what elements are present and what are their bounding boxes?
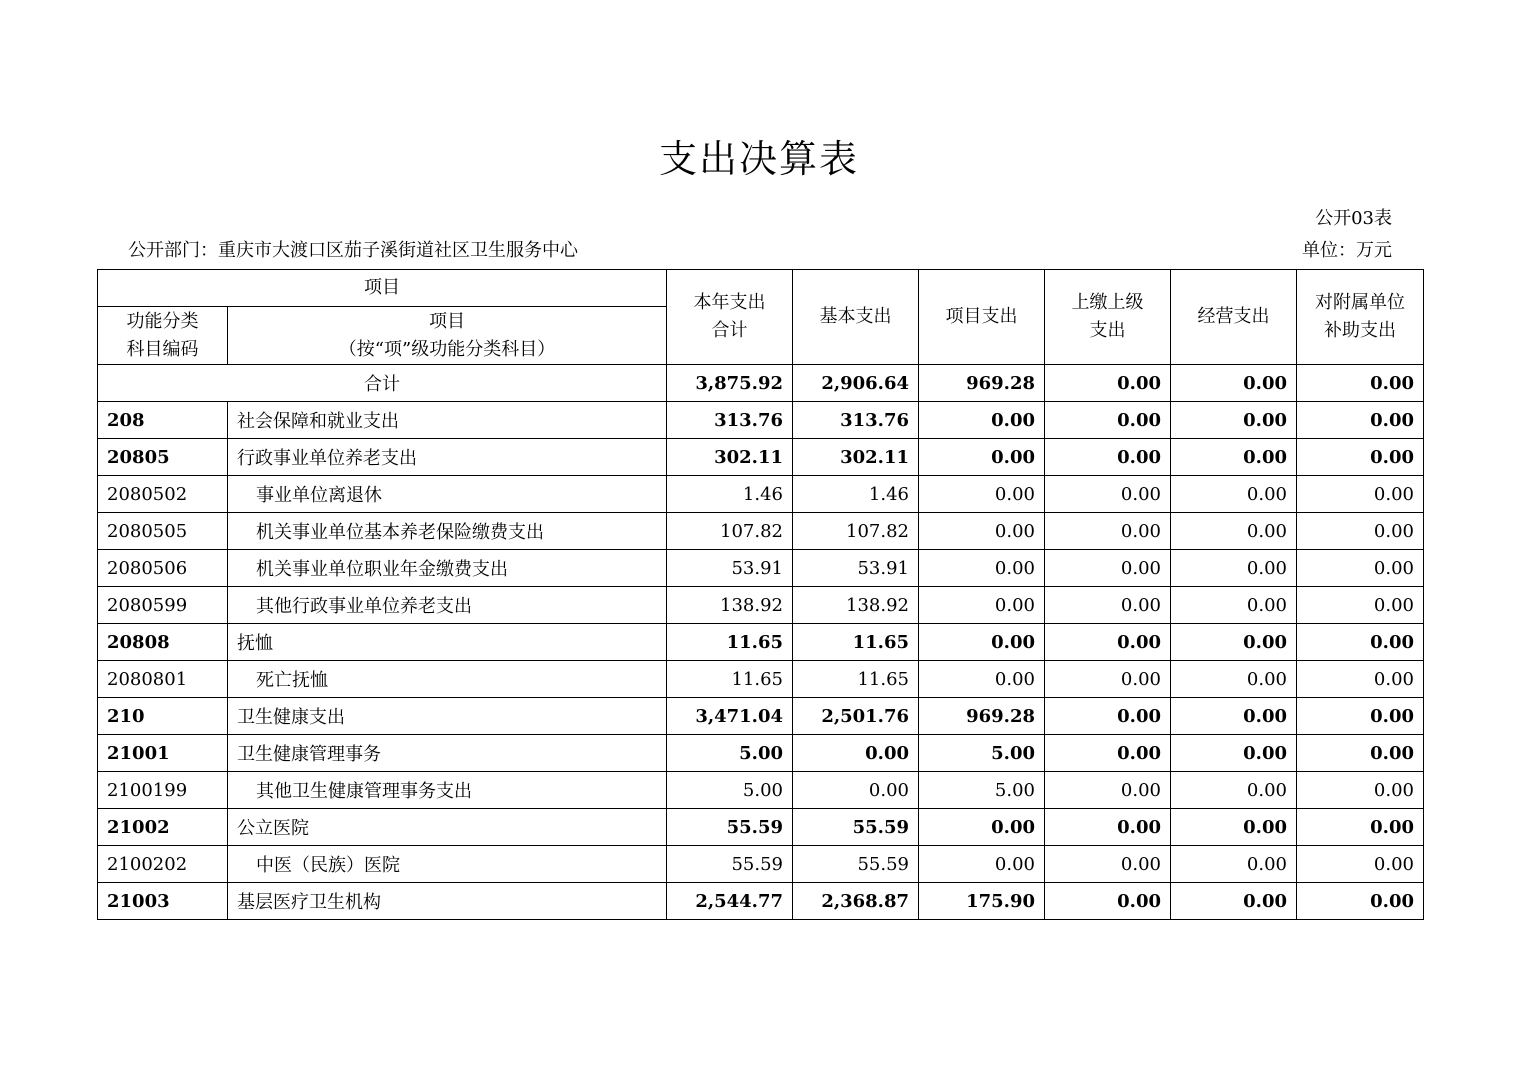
row-subsidy: 0.00 [1297,846,1424,883]
header-total [667,270,793,365]
row-project: 0.00 [919,402,1045,439]
row-code: 21002 [98,809,228,846]
row-code: 2080506 [98,550,228,587]
page-title: 支出决算表 [658,137,859,181]
table-row [98,587,1424,624]
row-subsidy: 0.00 [1297,809,1424,846]
table-row [98,735,1424,772]
table-row [98,883,1424,920]
summary-upper: 0.00 [1045,365,1171,402]
row-upper: 0.00 [1045,402,1171,439]
row-business: 0.00 [1171,439,1297,476]
summary-basic: 2,906.64 [793,365,919,402]
row-name: 其他行政事业单位养老支出 [228,587,667,624]
table-row [98,550,1424,587]
row-total: 313.76 [667,402,793,439]
table-row [98,476,1424,513]
row-upper: 0.00 [1045,439,1171,476]
header-business: 经营支出 [1171,270,1297,365]
table-row [98,846,1424,883]
row-name: 卫生健康支出 [228,698,667,735]
row-upper: 0.00 [1045,550,1171,587]
header-basic: 基本支出 [793,270,919,365]
row-subsidy: 0.00 [1297,735,1424,772]
row-subsidy: 0.00 [1297,513,1424,550]
row-upper: 0.00 [1045,476,1171,513]
row-business: 0.00 [1171,587,1297,624]
row-project: 969.28 [919,698,1045,735]
header-project-expenditure: 项目支出 [919,270,1045,365]
row-business: 0.00 [1171,513,1297,550]
row-basic: 0.00 [793,772,919,809]
row-business: 0.00 [1171,883,1297,920]
row-total: 55.59 [667,809,793,846]
row-name: 其他卫生健康管理事务支出 [228,772,667,809]
row-upper: 0.00 [1045,587,1171,624]
row-code: 2080502 [98,476,228,513]
header-subsidy [1297,270,1424,365]
header-upper-line2: 支出 [1089,320,1126,341]
header-item [228,307,667,365]
row-business: 0.00 [1171,735,1297,772]
header-total-line2: 合计 [711,320,748,341]
row-upper: 0.00 [1045,772,1171,809]
row-total: 302.11 [667,439,793,476]
row-code: 210 [98,698,228,735]
summary-business: 0.00 [1171,365,1297,402]
unit-label: 单位：万元 [1302,240,1392,261]
row-code: 2080801 [98,661,228,698]
row-name: 社会保障和就业支出 [228,402,667,439]
header-item-line1: 项目 [429,310,465,332]
row-name: 卫生健康管理事务 [228,735,667,772]
table-row [98,402,1424,439]
department-label: 公开部门：重庆市大渡口区茄子溪街道社区卫生服务中心 [128,240,578,261]
row-upper: 0.00 [1045,624,1171,661]
header-code [98,307,228,365]
row-name: 机关事业单位职业年金缴费支出 [228,550,667,587]
row-project: 0.00 [919,661,1045,698]
header-subsidy-line2: 补助支出 [1324,320,1396,341]
row-business: 0.00 [1171,698,1297,735]
row-project: 0.00 [919,476,1045,513]
row-name: 机关事业单位基本养老保险缴费支出 [228,513,667,550]
header-code-line1: 功能分类 [126,310,199,332]
row-basic: 1.46 [793,476,919,513]
row-basic: 107.82 [793,513,919,550]
row-business: 0.00 [1171,624,1297,661]
row-name: 行政事业单位养老支出 [228,439,667,476]
row-name: 抚恤 [228,624,667,661]
header-subsidy-line1: 对附属单位 [1315,292,1405,313]
header-project: 项目 [98,270,667,307]
row-subsidy: 0.00 [1297,698,1424,735]
row-subsidy: 0.00 [1297,550,1424,587]
row-code: 2100199 [98,772,228,809]
row-basic: 2,501.76 [793,698,919,735]
row-name: 基层医疗卫生机构 [228,883,667,920]
row-basic: 55.59 [793,846,919,883]
row-basic: 11.65 [793,661,919,698]
row-project: 0.00 [919,846,1045,883]
header-upper-line1: 上缴上级 [1071,292,1144,313]
row-upper: 0.00 [1045,735,1171,772]
row-subsidy: 0.00 [1297,587,1424,624]
row-business: 0.00 [1171,476,1297,513]
row-basic: 0.00 [793,735,919,772]
row-project: 5.00 [919,735,1045,772]
table-row [98,698,1424,735]
row-subsidy: 0.00 [1297,476,1424,513]
row-basic: 302.11 [793,439,919,476]
row-upper: 0.00 [1045,661,1171,698]
row-total: 107.82 [667,513,793,550]
row-basic: 138.92 [793,587,919,624]
row-basic: 53.91 [793,550,919,587]
table-row [98,624,1424,661]
row-business: 0.00 [1171,661,1297,698]
row-project: 0.00 [919,439,1045,476]
row-basic: 313.76 [793,402,919,439]
row-upper: 0.00 [1045,513,1171,550]
row-name: 死亡抚恤 [228,661,667,698]
table-row [98,439,1424,476]
row-total: 2,544.77 [667,883,793,920]
summary-total: 3,875.92 [667,365,793,402]
row-code: 20808 [98,624,228,661]
header-code-line2: 科目编码 [126,338,199,360]
row-code: 20805 [98,439,228,476]
row-total: 53.91 [667,550,793,587]
summary-label: 合计 [98,365,667,402]
row-total: 138.92 [667,587,793,624]
header-total-line1: 本年支出 [693,292,766,313]
row-total: 11.65 [667,624,793,661]
row-project: 5.00 [919,772,1045,809]
row-business: 0.00 [1171,550,1297,587]
row-total: 5.00 [667,735,793,772]
row-basic: 2,368.87 [793,883,919,920]
row-code: 21003 [98,883,228,920]
row-subsidy: 0.00 [1297,402,1424,439]
row-subsidy: 0.00 [1297,661,1424,698]
expenditure-table [97,269,1424,920]
row-subsidy: 0.00 [1297,883,1424,920]
row-project: 0.00 [919,550,1045,587]
row-upper: 0.00 [1045,846,1171,883]
row-business: 0.00 [1171,809,1297,846]
row-business: 0.00 [1171,846,1297,883]
row-code: 208 [98,402,228,439]
form-number: 公开03表 [1315,208,1392,229]
table-row [98,809,1424,846]
row-upper: 0.00 [1045,698,1171,735]
row-total: 11.65 [667,661,793,698]
row-subsidy: 0.00 [1297,772,1424,809]
summary-row [98,365,1424,402]
header-item-line2: （按“项”级功能分类科目） [338,338,556,360]
row-subsidy: 0.00 [1297,624,1424,661]
summary-project: 969.28 [919,365,1045,402]
table-row [98,772,1424,809]
row-name: 公立医院 [228,809,667,846]
row-name: 中医（民族）医院 [228,846,667,883]
row-name: 事业单位离退休 [228,476,667,513]
row-project: 0.00 [919,587,1045,624]
row-upper: 0.00 [1045,883,1171,920]
row-code: 2080599 [98,587,228,624]
row-subsidy: 0.00 [1297,439,1424,476]
row-business: 0.00 [1171,402,1297,439]
row-project: 175.90 [919,883,1045,920]
row-total: 1.46 [667,476,793,513]
row-code: 2080505 [98,513,228,550]
row-total: 3,471.04 [667,698,793,735]
row-project: 0.00 [919,513,1045,550]
row-business: 0.00 [1171,772,1297,809]
row-project: 0.00 [919,809,1045,846]
row-basic: 11.65 [793,624,919,661]
row-project: 0.00 [919,624,1045,661]
row-code: 2100202 [98,846,228,883]
table-row [98,661,1424,698]
row-upper: 0.00 [1045,809,1171,846]
summary-subsidy: 0.00 [1297,365,1424,402]
row-total: 55.59 [667,846,793,883]
table-row [98,513,1424,550]
row-basic: 55.59 [793,809,919,846]
row-total: 5.00 [667,772,793,809]
header-upper [1045,270,1171,365]
row-code: 21001 [98,735,228,772]
